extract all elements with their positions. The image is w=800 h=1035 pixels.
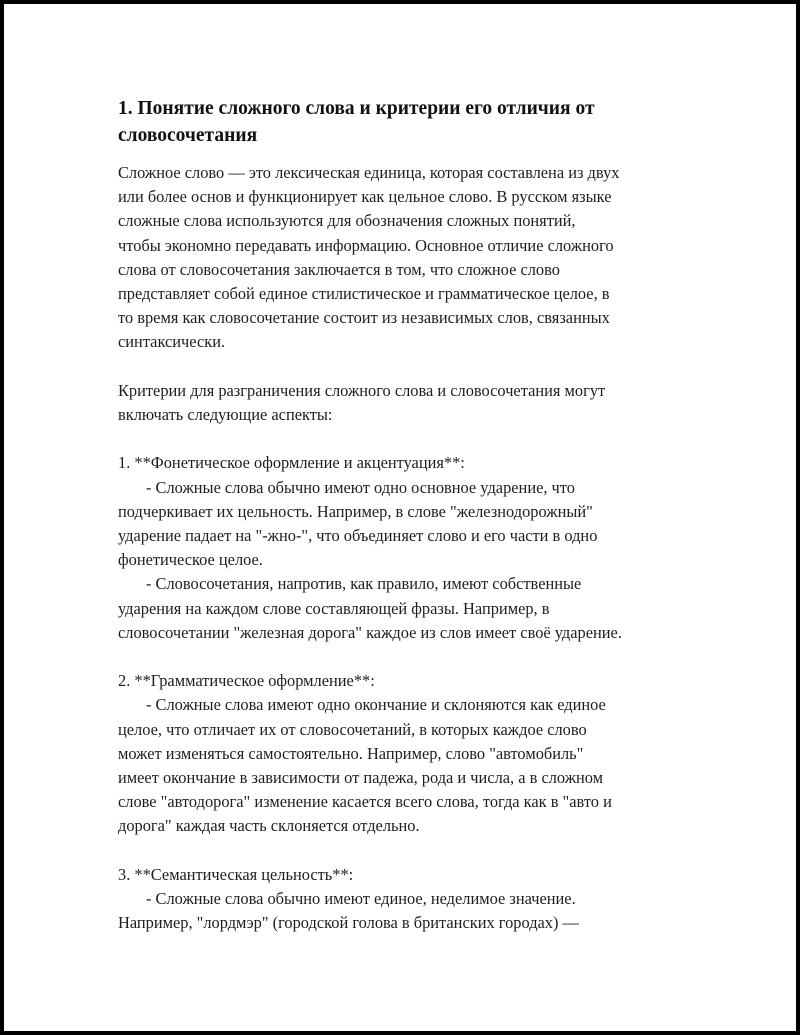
text-line: целое, что отличает их от словосочетаний, в которых каждое слово [118,719,587,739]
text-line: чтобы экономно передавать информацию. Основное отличие сложного [118,235,614,255]
section-heading: 1. Понятие сложного слова и критерии его отличия от словосочетания [118,98,595,146]
text-line: синтаксически. [118,332,226,352]
text-line: - Словосочетания, напротив, как правило, имеют собственные [146,574,582,594]
document-body [118,95,688,935]
text-line: представляет собой единое стилистическое и грамматическое целое, в [118,284,610,304]
criterion-heading: 2. **Грамматическое оформление**: [118,671,375,691]
text-line: ударения на каждом слове составляющей фразы. Например, в [118,598,550,618]
text-line: слове "автодорога" изменение касается всего слова, тогда как в "авто и [118,792,612,812]
text-line: Критерии для разграничения сложного слова и словосочетания могут [118,380,606,400]
text-line: ударение падает на "-жно-", что объединяет слово и его части в одно [118,526,598,546]
criteria-intro-paragraph [118,379,688,427]
criterion-phonetic [118,451,688,645]
text-line: словосочетании "железная дорога" каждое из слов имеет своё ударение. [118,622,622,642]
text-line: то время как словосочетание состоит из независимых слов, связанных [118,308,610,328]
text-line: - Сложные слова обычно имеют одно основное ударение, что [146,477,575,497]
paragraph-gap [118,839,688,863]
text-line: имеет окончание в зависимости от падежа, рода и числа, а в сложном [118,768,604,788]
criterion-semantic [118,863,688,936]
text-line: Например, "лордмэр" (городской голова в британских городах) — [118,913,579,933]
text-line: или более основ и функционирует как цельное слово. В русском языке [118,187,612,207]
criterion-heading: 1. **Фонетическое оформление и акцентуация**: [118,453,465,473]
text-line: включать следующие аспекты: [118,405,333,425]
text-line: фонетическое целое. [118,550,263,570]
criterion-heading: 3. **Семантическая цельность**: [118,864,354,884]
text-line: подчеркивает их цельность. Например, в слове "железнодорожный" [118,501,593,521]
text-line: может изменяться самостоятельно. Например, слово "автомобиль" [118,743,584,763]
paragraph-gap [118,645,688,669]
paragraph-gap [118,355,688,379]
text-line: - Сложные слова имеют одно окончание и склоняются как единое [146,695,606,715]
text-line: сложные слова используются для обозначения сложных понятий, [118,211,576,231]
paragraph-gap [118,427,688,451]
text-line: слова от словосочетания заключается в том, что сложное слово [118,259,560,279]
criterion-grammatical [118,669,688,838]
text-line: Сложное слово — это лексическая единица, которая составлена из двух [118,163,620,182]
intro-paragraph [118,161,688,355]
text-line: дорога" каждая часть склоняется отдельно. [118,816,420,836]
text-line: - Сложные слова обычно имеют единое, неделимое значение. [146,889,576,909]
